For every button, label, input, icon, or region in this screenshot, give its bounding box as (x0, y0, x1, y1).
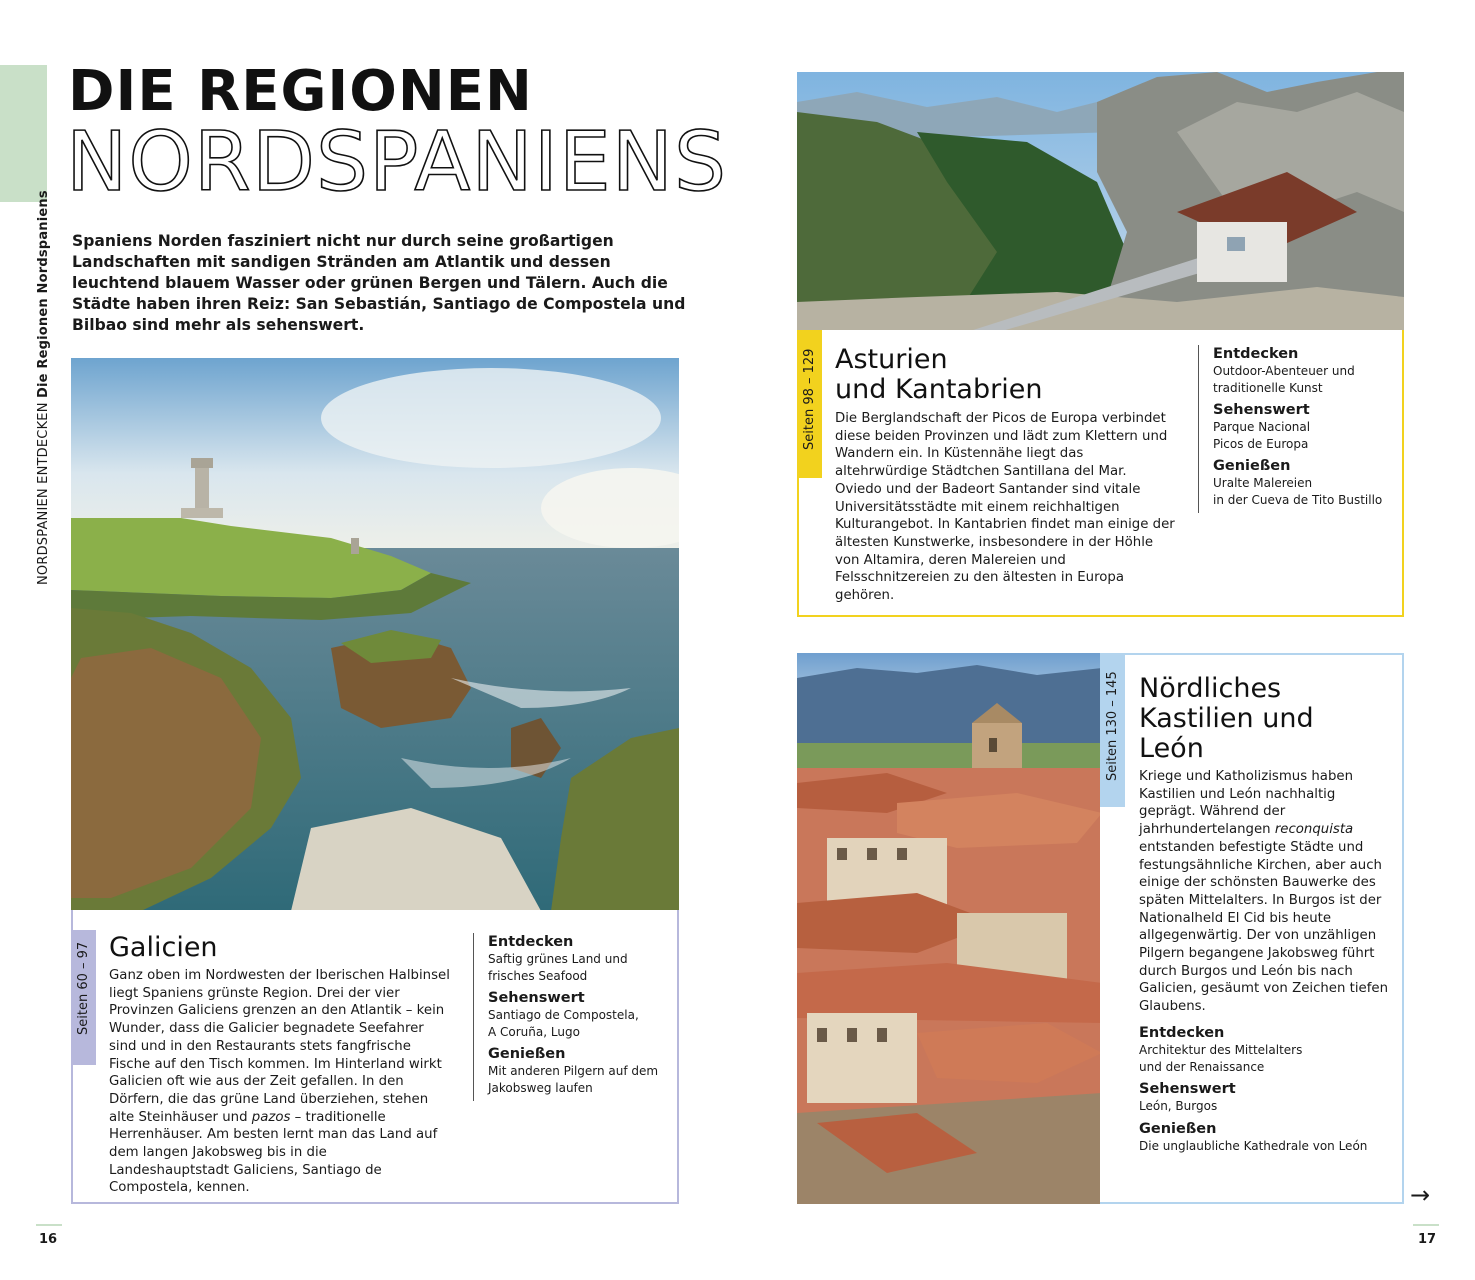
kastilien-title: Nördliches Kastilien und León (1139, 673, 1314, 764)
kastilien-pages-tab (1100, 653, 1125, 807)
asturien-pages-tab (797, 330, 822, 478)
asturien-fact-text: Outdoor-Abenteuer und traditionelle Kunst (1213, 364, 1355, 395)
asturien-fact-heading: Genießen (1213, 458, 1291, 474)
kastilien-fact-text: Architektur des Mittelalters und der Renaissance (1139, 1043, 1303, 1074)
page-title-line2: NORDSPANIENS (66, 115, 728, 210)
page-title-line1: DIE REGIONEN (68, 59, 533, 124)
galicien-fact-heading: Sehenswert (488, 990, 585, 1006)
galicien-pages: Seiten 60 – 97 (76, 941, 91, 1035)
galicien-facts (473, 933, 673, 1101)
asturien-title: Asturien und Kantabrien (835, 344, 1043, 405)
kastilien-pages: Seiten 130 – 145 (1105, 671, 1120, 781)
asturien-facts (1198, 345, 1398, 513)
galicien-body: Ganz oben im Nordwesten der Iberischen Halbinsel liegt Spaniens grünste Region. Drei der vier Provinzen Galiciens grenzen an den Atlantik – kein Wunder, dass die Galicier begnadete Seefahrer sind und in den Restaurants stets fangfrische Fische auf den Tisch kommen. Im Hinterland wirkt Galicien oft wie aus der Zeit gefallen. In den Dörfern, die das grüne Land überziehen, stehen alte Steinhäuser und pazos – traditionelle Herrenhäuser. Am besten lernt man das Land auf dem langen Jakobsweg bis in die Landeshauptstadt Galiciens, Santiago de Compostela, kennen. (109, 968, 450, 1196)
kastilien-fact-text: León, Burgos (1139, 1099, 1218, 1113)
asturien-fact-heading: Entdecken (1213, 346, 1299, 362)
asturien-fact-heading: Sehenswert (1213, 402, 1310, 418)
kastilien-fact-text: Die unglaubliche Kathedrale von León (1139, 1138, 1368, 1153)
page-number-right: 17 (1418, 1232, 1437, 1247)
section-accent-tab (0, 65, 47, 202)
running-head-section: NORDSPANIEN ENTDECKEN (36, 402, 51, 585)
galicien-fact-text: Santiago de Compostela, A Coruña, Lugo (488, 1008, 639, 1039)
galicien-photo (71, 358, 679, 911)
galicien-fact-heading: Genießen (488, 1046, 566, 1062)
asturien-photo (797, 72, 1404, 331)
kastilien-fact-heading: Genießen (1139, 1120, 1217, 1137)
kastilien-photo (797, 653, 1102, 1204)
kastilien-body: Kriege und Katholizismus haben Kastilien und León nachhaltig geprägt. Während der jahrhundertelangen reconquista entstanden befestigte Städte und festungsähnliche Kirchen, aber auch einige der schönsten Bauwerke des späten Mittelalters. In Burgos ist der Nationalheld El Cid bis heute allgegenwärtig. Der von unzähligen Pilgern begangene Jakobsweg führt durch Burgos und León bis nach Galicien, gesäumt von Zeichen tiefen Glaubens. (1139, 769, 1389, 1015)
page-number-bar-right (1413, 1224, 1439, 1226)
galicien-fact-text: Saftig grünes Land und frisches Seafood (488, 952, 628, 983)
galicien-pages-tab (71, 930, 96, 1065)
asturien-pages: Seiten 98 – 129 (802, 348, 817, 450)
asturien-fact-text: Uralte Malereien in der Cueva de Tito Bustillo (1213, 476, 1383, 507)
galicien-title: Galicien (109, 932, 218, 963)
galicien-fact-text: Mit anderen Pilgern auf dem Jakobsweg laufen (488, 1064, 659, 1095)
next-page-arrow-icon[interactable]: → (1410, 1181, 1431, 1209)
kastilien-fact-heading: Sehenswert (1139, 1081, 1236, 1097)
kastilien-facts (1139, 1024, 1399, 1159)
page-number-bar-left (36, 1224, 62, 1226)
running-head (36, 190, 51, 585)
asturien-fact-text: Parque Nacional Picos de Europa (1213, 420, 1311, 451)
running-head-chapter: Die Regionen Nordspaniens (36, 190, 51, 399)
page-number-left: 16 (39, 1232, 58, 1247)
kastilien-fact-heading: Entdecken (1139, 1025, 1225, 1041)
intro-paragraph: Spaniens Norden fasziniert nicht nur durch seine großartigen Landschaften mit sandigen Stränden am Atlantik und dessen leuchtend blauem Wasser oder grünen Bergen und Tälern. Auch die Städte haben ihren Reiz: San Sebastián, Santiago de Compostela und Bilbao sind mehr als sehenswert. (72, 232, 686, 334)
asturien-body: Die Berglandschaft der Picos de Europa verbindet diese beiden Provinzen und lädt zum Klettern und Wandern ein. In Küstennähe liegt das altehrwürdige Städtchen Santillana del Mar. Oviedo und der Badeort Santander sind vitale Universitätsstädte mit einem reichhaltigen Kulturangebot. In Kantabrien findet man einige der ältesten Kunstwerke, insbesondere in der Höhle von Altamira, deren Malereien und Felsschnitzereien zu den ältesten in Europa gehören. (835, 411, 1175, 604)
galicien-fact-heading: Entdecken (488, 934, 574, 950)
